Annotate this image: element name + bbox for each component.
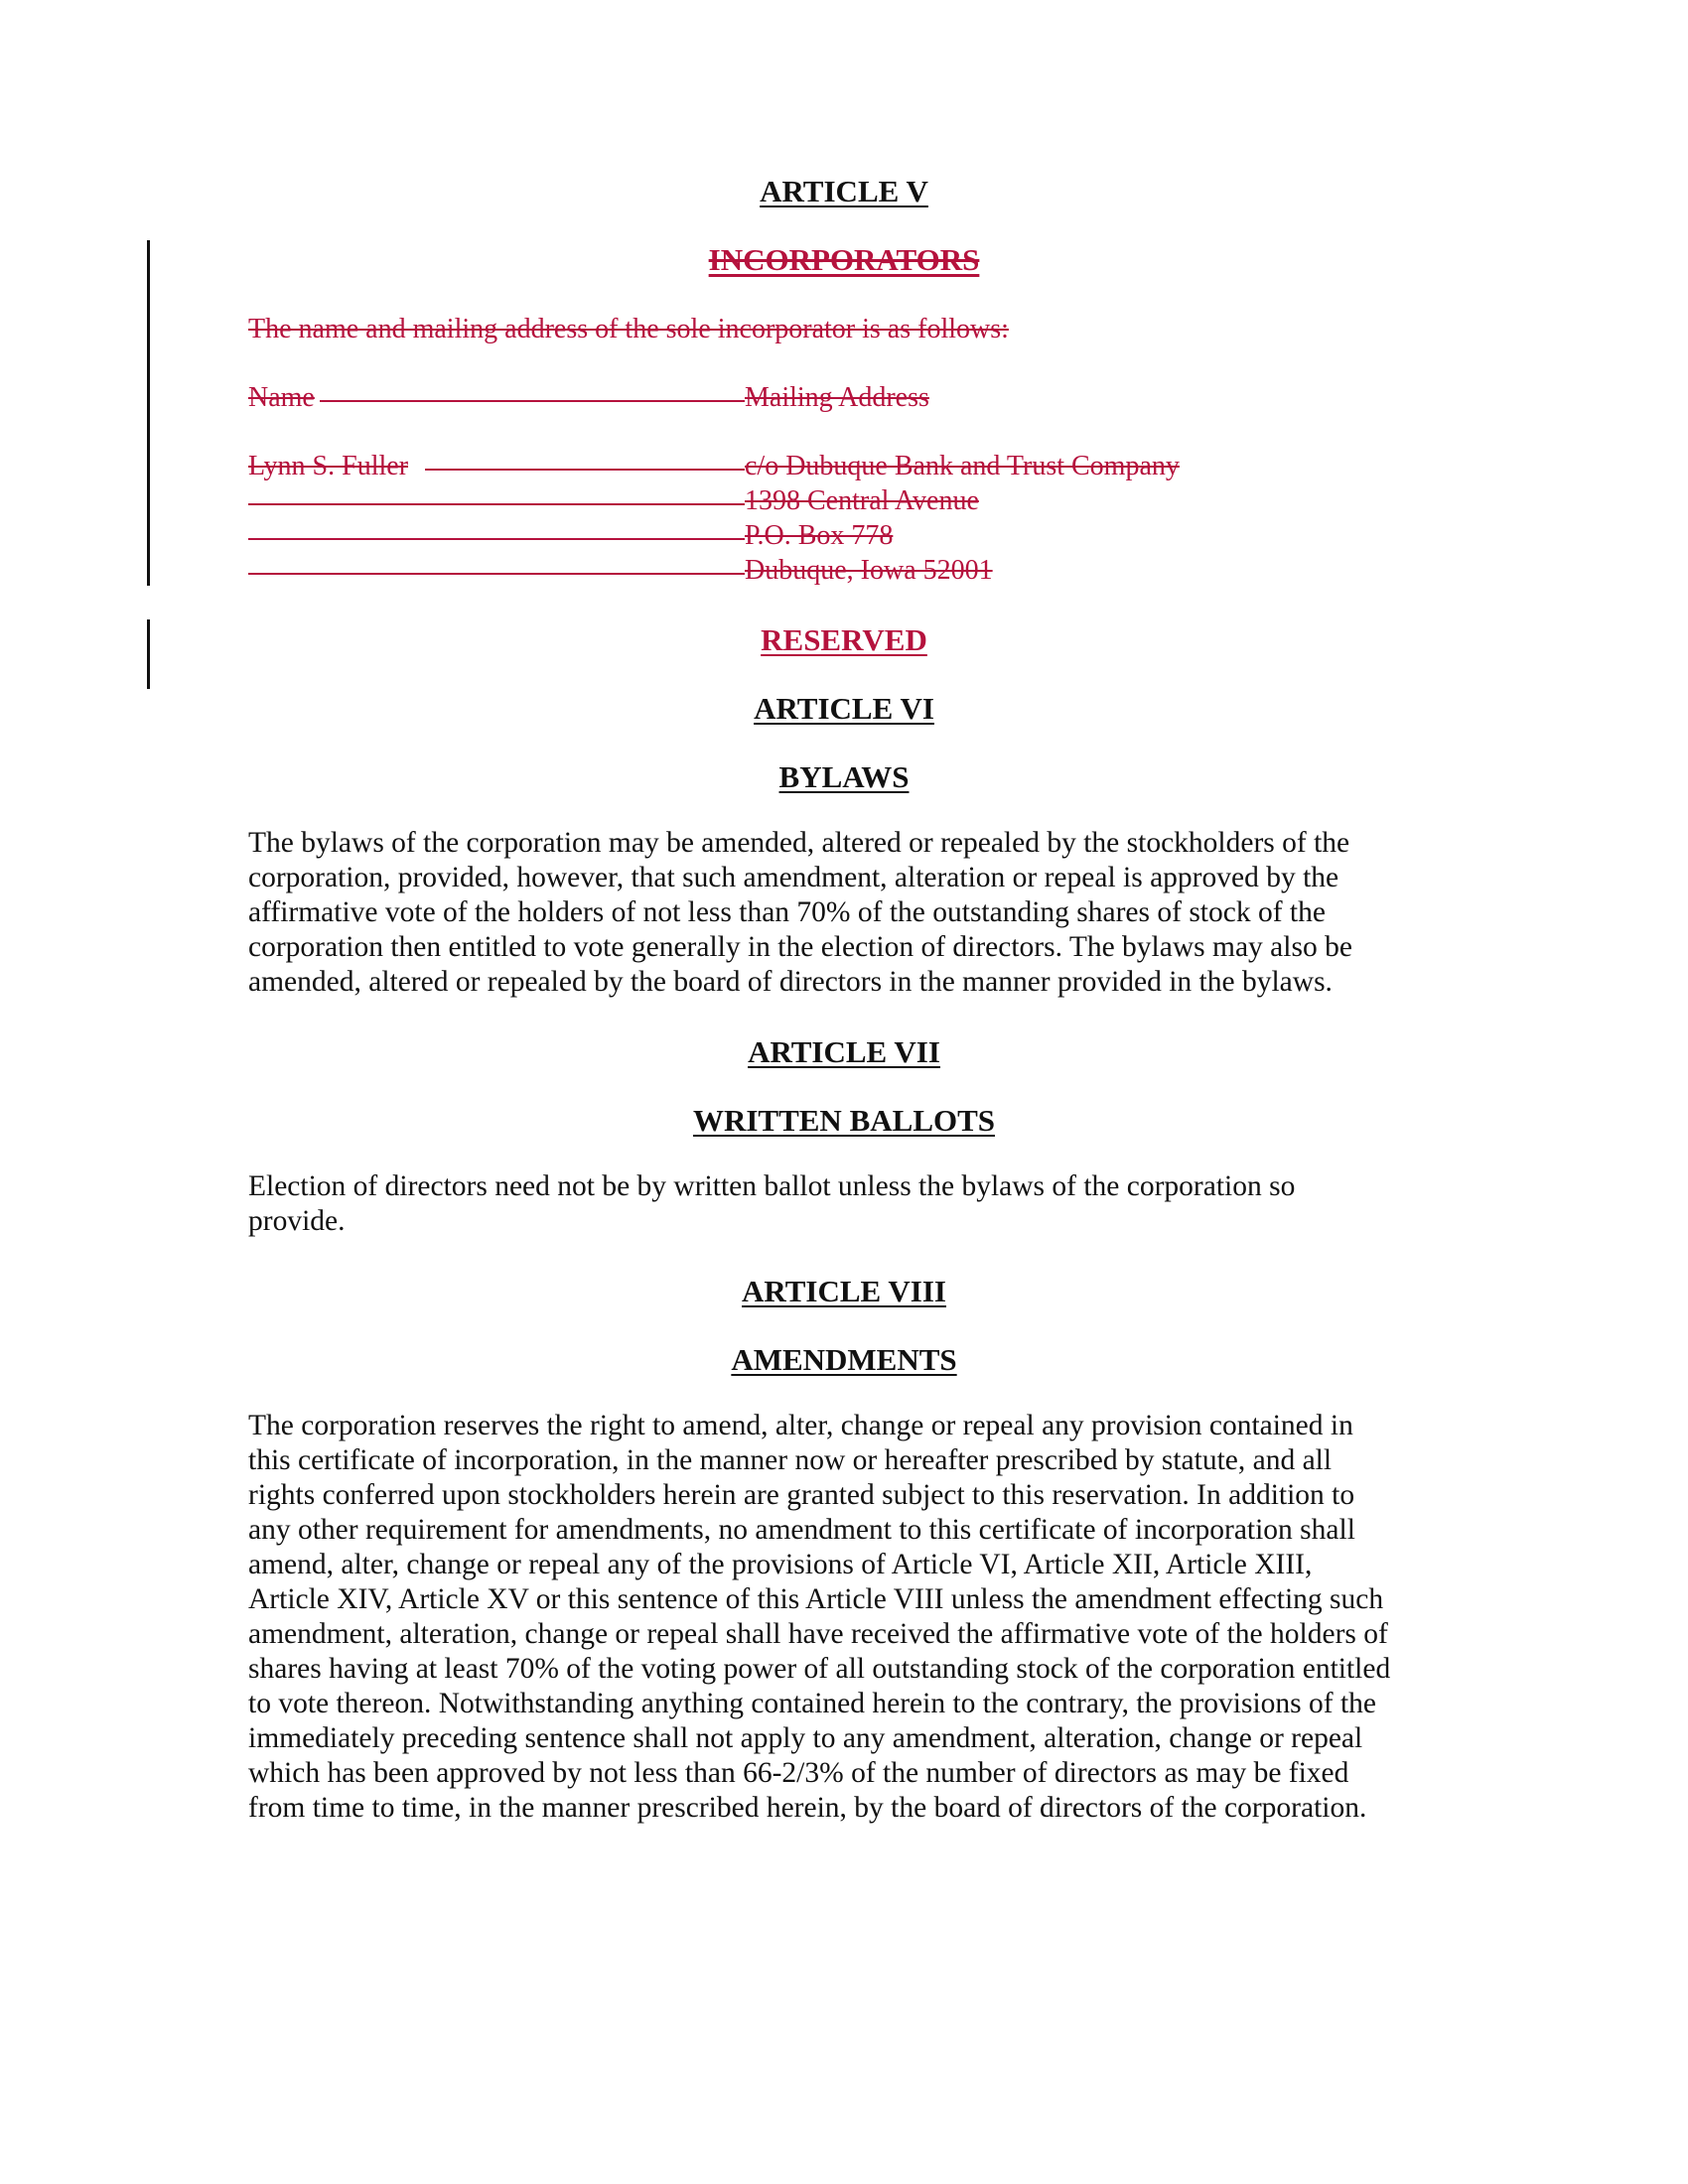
deleted-tab-leader [425, 469, 745, 471]
article-viii-body: The corporation reserves the right to amend, alter, change or repeal any provision contained in this certificate of incorporation, in the manner now or hereafter prescribed by statute, and all rights conferred upon stockholders herein are granted subject to this reservation. In addition to any other requirement for amendments, no amendment to this certificate of incorporation shall amend, alter, change or repeal any of the provisions of Article VI, Article XII, Article XIII, Article XIV, Article XV or this sentence of this Article VIII unless the amendment effecting such amendment, alteration, change or repeal shall have received the affirmative vote of the holders of shares having at least 70% of the voting power of all outstanding stock of the corporation entitled to vote thereon. Notwithstanding anything contained herein to the contrary, the provisions of the immediately preceding sentence shall not apply to any amendment, alteration, change or repeal which has been approved by not less than 66-2/3% of the number of directors as may be fixed from time to time, in the manner prescribed herein, by the board of directors of the corporation. [248, 1410, 1391, 1824]
article-vi-title: BYLAWS [778, 759, 910, 794]
article-vii-body: Election of directors need not be by written ballot unless the bylaws of the corporation so provide. [248, 1170, 1296, 1237]
article-viii-title: AMENDMENTS [731, 1342, 957, 1377]
deleted-tab-leader [248, 573, 745, 575]
article-vi-heading: ARTICLE VI [754, 691, 934, 726]
deleted-col-address-header: Mailing Address [745, 382, 929, 413]
deleted-tab-leader [320, 400, 745, 402]
deleted-address-line: P.O. Box 778 [745, 520, 894, 551]
deleted-tab-leader [248, 538, 745, 540]
change-bar-deletion [147, 240, 150, 586]
deleted-address-line: c/o Dubuque Bank and Trust Company [745, 451, 1180, 481]
deleted-address-line: 1398 Central Avenue [745, 485, 979, 516]
deleted-tab-leader [248, 503, 745, 505]
article-vii-title: WRITTEN BALLOTS [692, 1103, 996, 1138]
deleted-address-line: Dubuque, Iowa 52001 [745, 555, 993, 586]
article-vii-heading: ARTICLE VII [748, 1034, 940, 1069]
deleted-col-name-header: Name [248, 382, 315, 413]
deleted-intro-text: The name and mailing address of the sole incorporator is as follows: [248, 314, 1009, 344]
deleted-title-incorporators: INCORPORATORS [708, 242, 980, 277]
article-v-heading: ARTICLE V [760, 174, 928, 208]
article-viii-heading: ARTICLE VIII [742, 1274, 946, 1308]
article-vi-body: The bylaws of the corporation may be amended, altered or repealed by the stockholders of the corporation, provided, however, that such amendment, alteration or repeal is approved by the affirmative vote of the holders of not less than 70% of the outstanding shares of stock of the corporation then entitled to vote generally in the election of directors. The bylaws may also be amended, altered or repealed by the board of directors in the manner provided in the bylaws. [248, 827, 1352, 998]
inserted-title-reserved: RESERVED [761, 622, 927, 657]
deleted-incorporator-name: Lynn S. Fuller [248, 451, 409, 481]
